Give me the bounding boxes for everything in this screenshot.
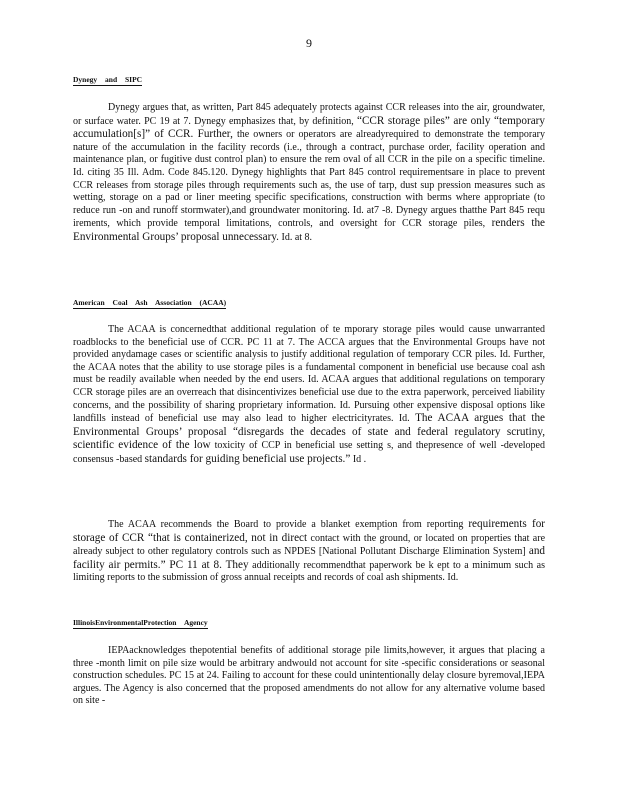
paragraph-text-emphasis: renders the Environmental Groups’ proposal unnecessary.: [73, 217, 546, 243]
paragraph-iepa: [73, 645, 545, 708]
section-heading-iepa: IllinoisEnvironmentalProtection Agency: [73, 618, 208, 627]
section-heading-dynegy: Dynegy and SIPC: [73, 75, 143, 84]
paragraph-text-emphasis: “CCR storage piles” are only “temporary accumulation[s]” of CCR. Further,: [73, 114, 545, 141]
paragraph-acaa-1: [73, 324, 545, 467]
paragraph-text-emphasis: and facility air permits.” PC 11 at 8. They: [73, 545, 546, 571]
paragraph-text: The ACAA is concernedthat additional regulation of te mporary storage piles would cause unwarranted roadblocks to the beneficial use of CCR. PC 11 at 7. The ACCA argues that the Environmental Groups have not provided anydamage cases or scientific analysis to justify additional regulation of temporary CCR piles. Id. Further, the ACAA notes that the ability to use storage piles is a fundamental component in beneficial use because coal ash must be readily available when needed by the end users. Id. ACAA argues that additional regulations on temporary CCR storage piles are an overreach that disincentivizes beneficial use due to the extra paperwork, perceived liability concerns, and the possibility of sharing proprietary information. Id. Pursuing other expensive disposal options like landfills instead of beneficial use may also lead to higher electricityrates. Id.: [73, 324, 545, 425]
section-heading-acaa: American Coal Ash Association (ACAA): [73, 298, 227, 307]
paragraph-dynegy: [73, 102, 545, 245]
citation: Id. at 8.: [281, 231, 313, 243]
citation: Id .: [352, 453, 367, 465]
paragraph-acaa-2: [73, 518, 545, 585]
paragraph-text: additionally recommendthat paperwork be k ept to a minimum such as limiting reports to the submission of gross annual receipts and records of coal ash shipments. Id.: [73, 559, 545, 584]
paragraph-text: IEPAacknowledges thepotential benefits of additional storage pile limits,however, it argues that placing a three -month limit on pile size would be arbitrary andwould not account for site -specific considerations or seasonal construction schedules. PC 15 at 24. Failing to account for these could unintentionally delay closure byremoval,IEPA argues. The Agency is also concerned that the proposed amendments do not allow for any alternative volume based on site -: [73, 645, 545, 707]
paragraph-text: Dynegy argues that, as written, Part 845 adequately protects against CCR releases into the air, groundwater, or surface water. PC 19 at 7. Dynegy emphasizes that, by definition,: [73, 102, 545, 127]
paragraph-text: the owners or operators are alreadyrequired to demonstrate the temporary nature of the accumulation in the facility records (i.e., through a contract, purchase order, facility operation and maintenance plan, or fugitive dust control plan) to ensure the rem oval of all CCR in the pile on a specific timeline. Id. citing 35 Ill. Adm. Code 845.120. Dynegy highlights that Part 845 control requirementsare in place to prevent CCR releases from storage piles through requirements such as, the use of tarp, dust sup pression measures such as wetting, storage on a pad or liner meeting specific specifications, construction with berms where appropriate (to reduce run -on and runoff stormwater),and groundwater monitoring. Id. at7 -8. Dynegy argues thatthe Part 845 requ irements, which provide temporal limitations, controls, and oversight for CCR storage piles,: [73, 129, 546, 230]
page-number: 9: [306, 36, 312, 50]
paragraph-text-emphasis: The ACAA argues that the Environmental Groups’ proposal “disregards the decades of state and federal regulatory scrutiny, scientific evidence of the low: [73, 412, 546, 452]
paragraph-text-emphasis: standards for guiding beneficial use projects.”: [144, 452, 351, 465]
paragraph-text: The ACAA recommends the Board to provide a blanket exemption from reporting: [108, 519, 464, 530]
paragraph-text-emphasis: requirements for storage of CCR “that is containerized, not in direct: [73, 518, 546, 544]
paragraph-text: toxicity of CCP in beneficial use setting s, and thepresence of well -developed consensus -based: [73, 440, 545, 465]
paragraph-text: contact with the ground, or located on properties that are already subject to other regulatory controls such as NPDES [National Pollutant Discharge Elimination System]: [73, 532, 546, 558]
